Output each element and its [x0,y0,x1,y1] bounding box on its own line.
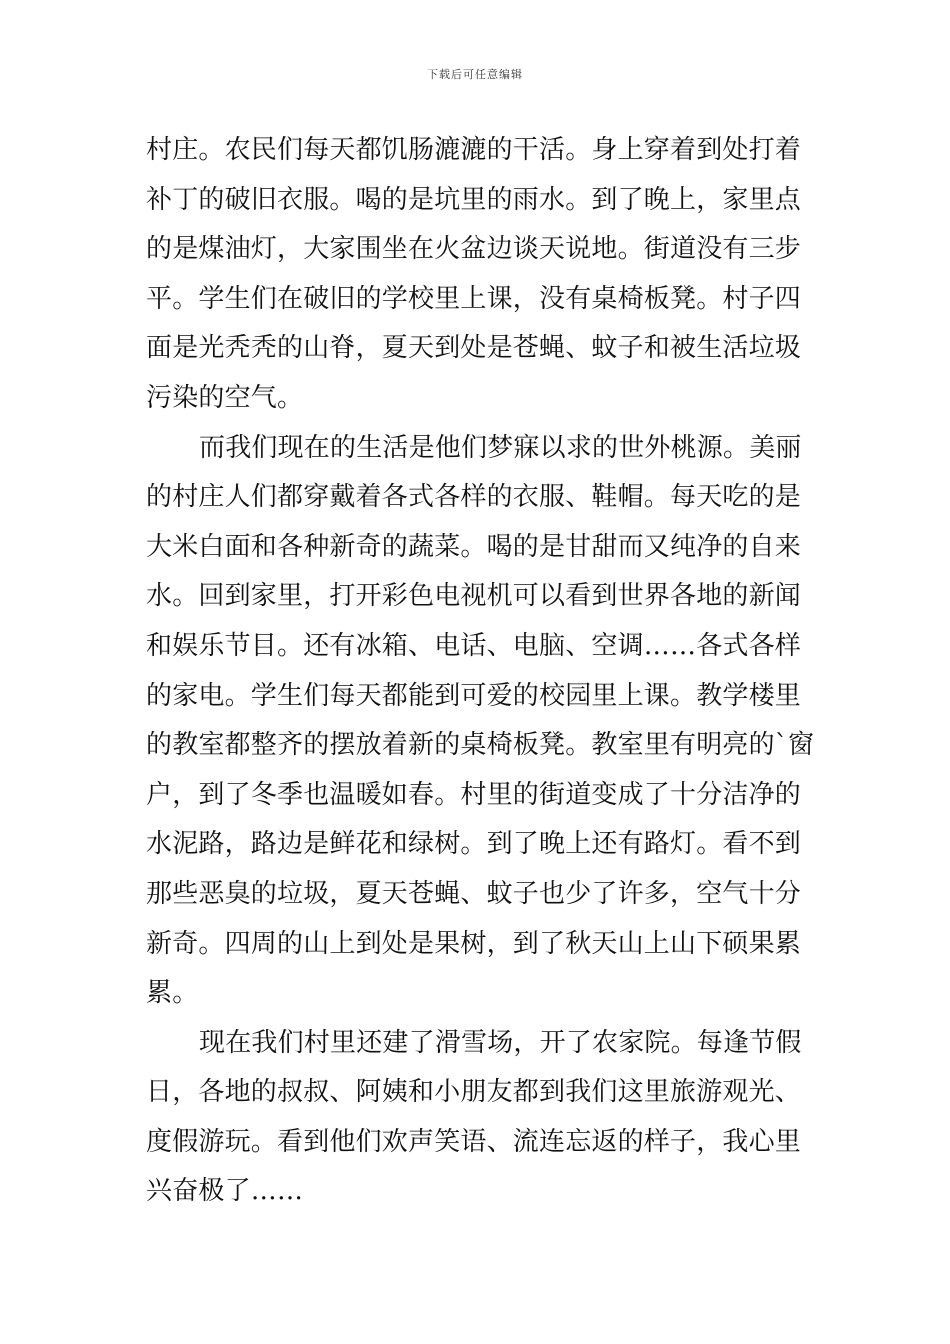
text-line: 度假游玩。看到他们欢声笑语、流连忘返的样子，我心里 [146,1126,802,1157]
text-line: 的家电。学生们每天都能到可爱的校园里上课。教学楼里 [146,680,802,711]
text-line: 村庄。农民们每天都饥肠漉漉的干活。身上穿着到处打着 [146,135,802,165]
paragraph-2 [146,424,815,1019]
document-body [146,126,815,1217]
text-line: 日，各地的叔叔、阿姨和小朋友都到我们这里旅游观光、 [146,1077,802,1108]
page-header: 下载后可任意编辑 [427,68,523,81]
text-line: 水。回到家里，打开彩色电视机可以看到世界各地的新闻 [146,581,802,612]
text-line: 污染的空气。 [146,382,304,413]
paragraph-1 [146,126,810,424]
text-line: 那些恶臭的垃圾，夏天苍蝇、蚊子也少了许多，空气十分 [146,878,802,909]
text-line: 和娱乐节目。还有冰箱、电话、电脑、空调……各式各样 [146,630,802,661]
text-line: 兴奋极了…… [146,1176,304,1207]
text-line: 现在我们村里还建了滑雪场，开了农家院。每逢节假 [199,1027,802,1058]
text-line: 而我们现在的生活是他们梦寐以求的世外桃源。美丽 [199,432,802,463]
text-line: 的教室都整齐的摆放着新的桌椅板凳。教室里有明亮的`窗 [146,730,815,761]
text-line: 面是光秃秃的山脊，夏天到处是苍蝇、蚊子和被生活垃圾 [146,333,802,364]
text-line: 大米白面和各种新奇的蔬菜。喝的是甘甜而又纯净的自来 [146,531,802,562]
text-line: 户，到了冬季也温暖如春。村里的街道变成了十分洁净的 [146,779,802,810]
text-line: 新奇。四周的山上到处是果树，到了秋天山上山下硕果累 [146,928,802,959]
text-line: 补丁的破旧衣服。喝的是坑里的雨水。到了晚上，家里点 [146,184,802,215]
text-line: 累。 [146,978,199,1009]
text-line: 的村庄人们都穿戴着各式各样的衣服、鞋帽。每天吃的是 [146,482,802,513]
text-line: 平。学生们在破旧的学校里上课，没有桌椅板凳。村子四 [146,283,802,314]
paragraph-3 [146,1019,810,1217]
text-line: 的是煤油灯，大家围坐在火盆边谈天说地。街道没有三步 [146,234,802,265]
text-line: 水泥路，路边是鲜花和绿树。到了晚上还有路灯。看不到 [146,829,802,860]
